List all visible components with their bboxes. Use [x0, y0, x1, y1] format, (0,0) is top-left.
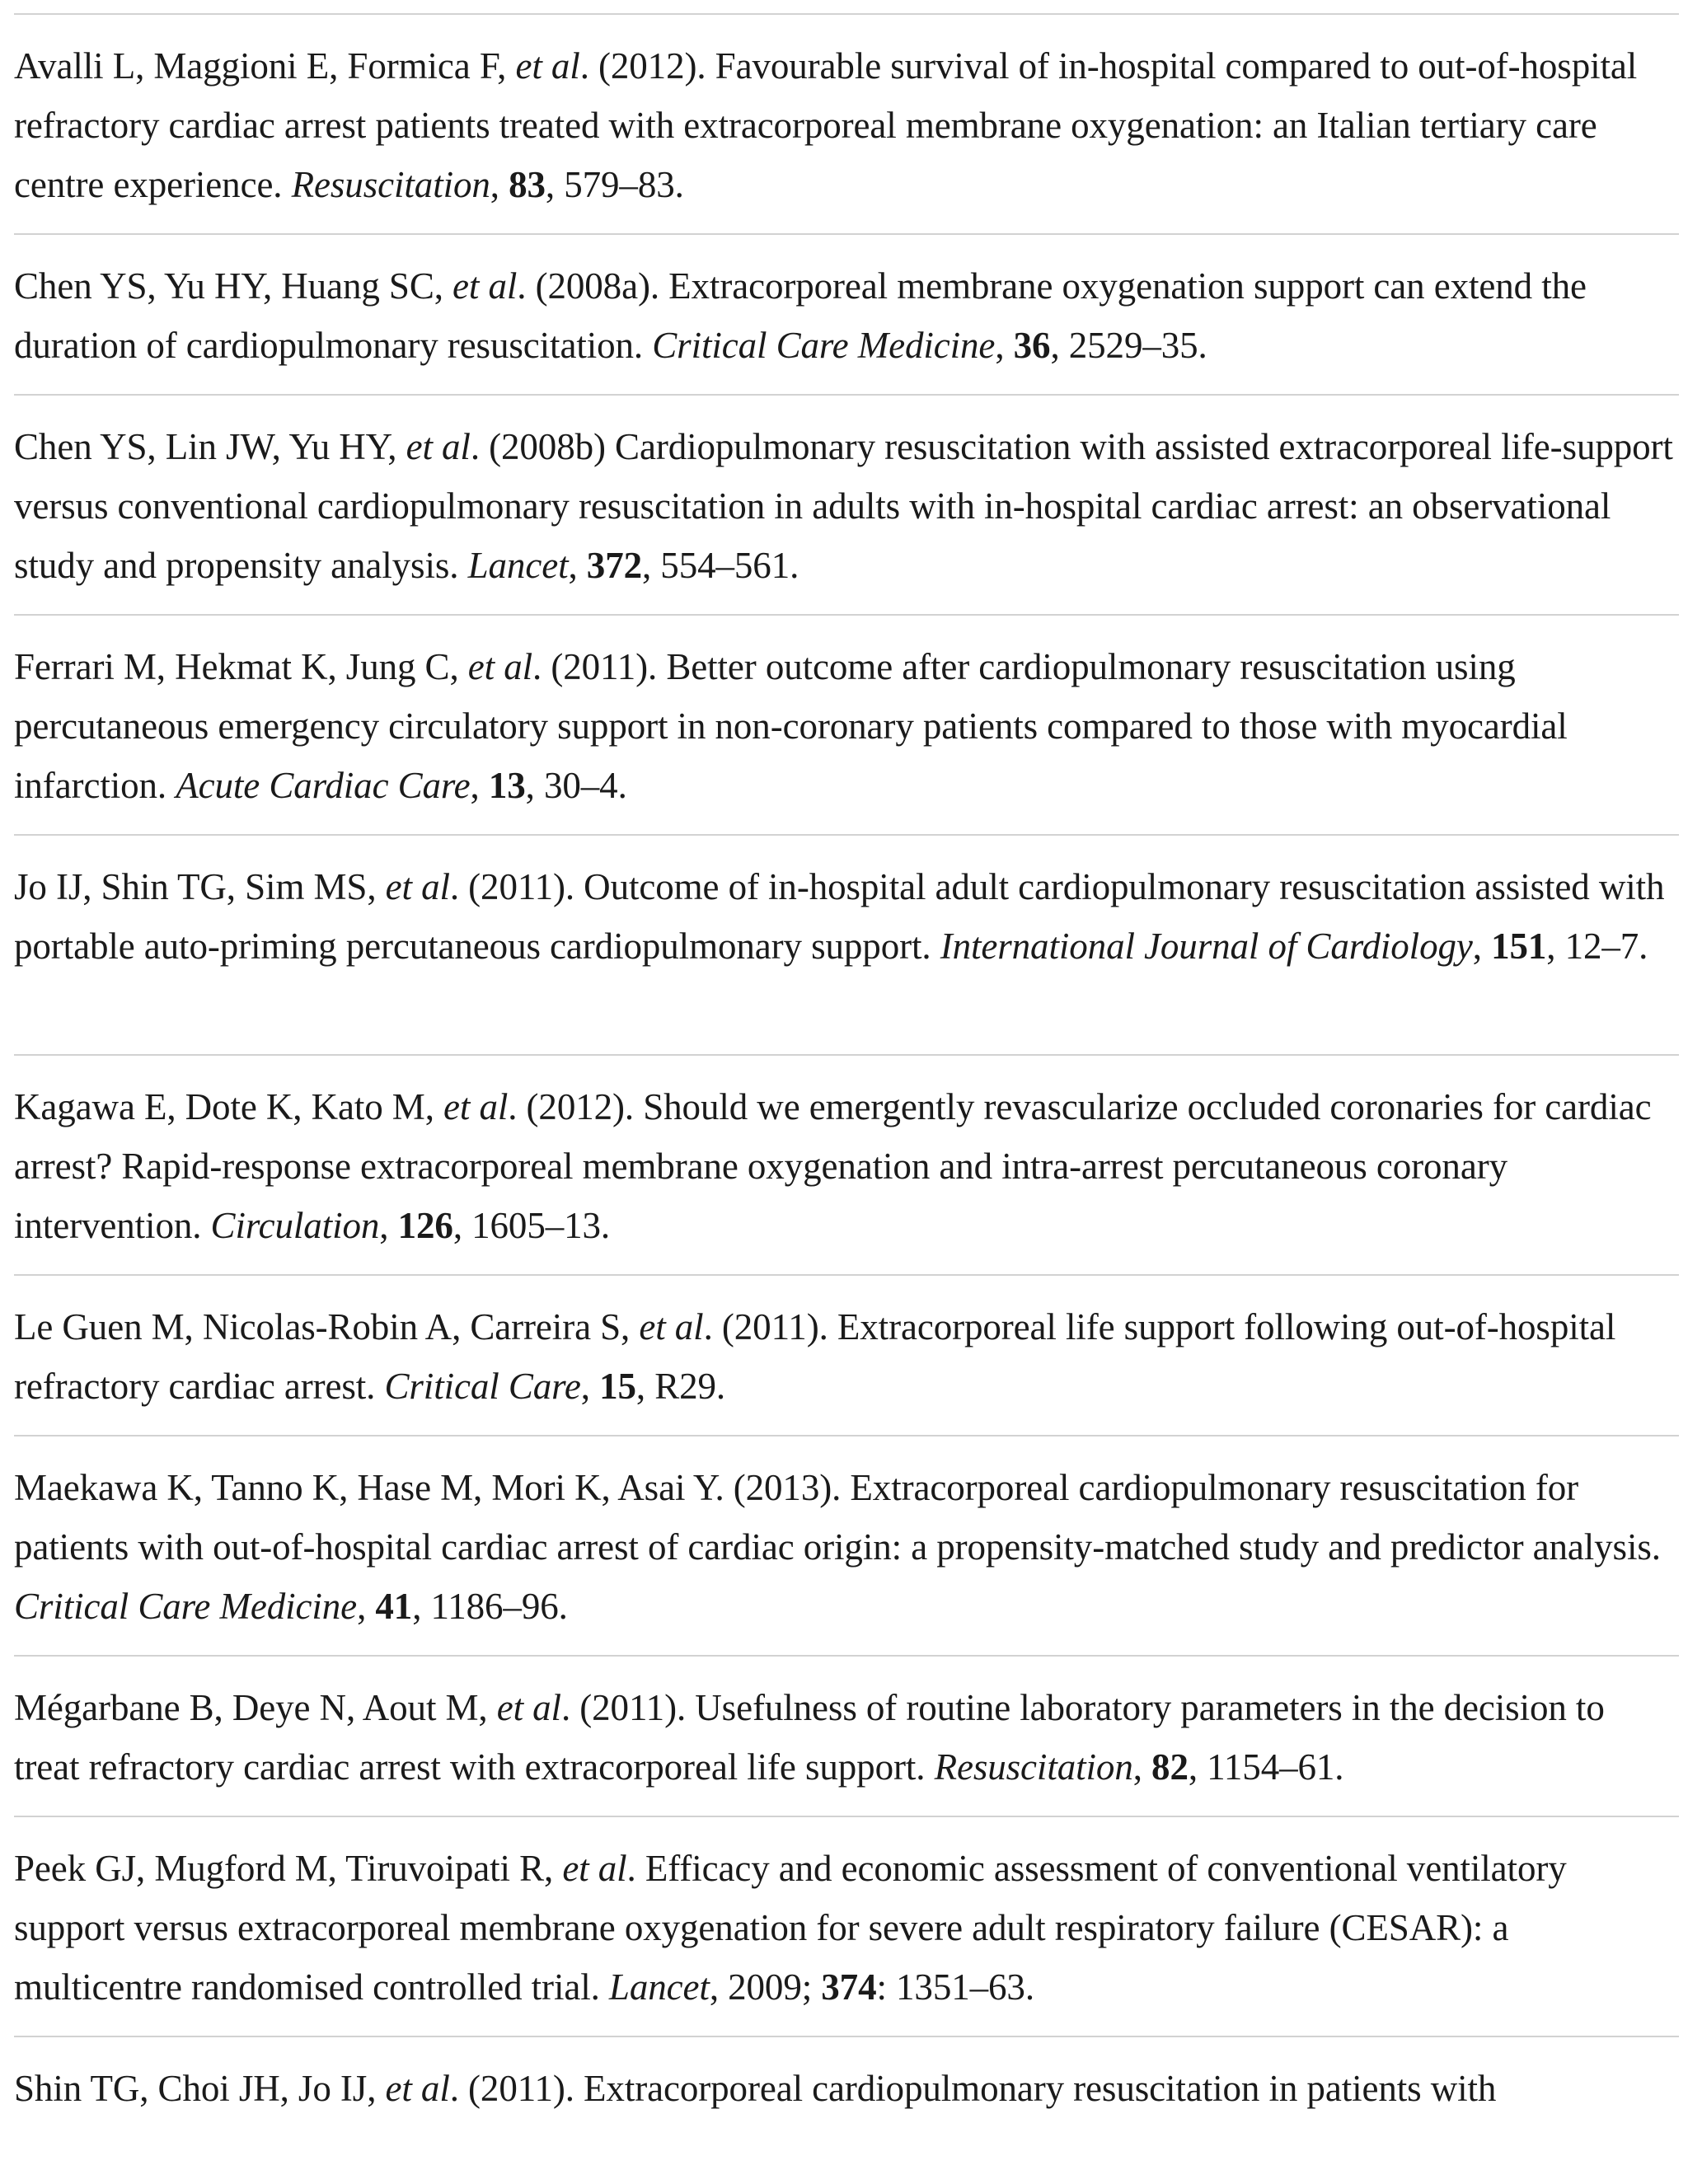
reference-authors: Maekawa K, Tanno K, Hase M, Mori K, Asai Y. (2013). Extracorporeal cardiopulmonary resuscitation for patients with out-of-hospital cardiac arrest of cardiac origin: a propensity-matched study and predictor analysis.: [14, 1467, 1661, 1568]
reference-journal: Lancet: [467, 545, 569, 586]
reference-volume: 82: [1151, 1746, 1189, 1788]
reference-pages: , 1605–13.: [452, 1205, 611, 1246]
reference-volume: 36: [1013, 325, 1051, 366]
reference-year-title: . (2008a). Extracorporeal membrane oxygenation support can extend the duration of cardiopulmonary resuscitation.: [14, 265, 1587, 366]
reference-volume: 372: [586, 545, 642, 586]
reference-et-al: et al: [406, 426, 471, 467]
reference-year-title: . (2011). Extracorporeal life support following out-of-hospital refractory cardiac arrest.: [14, 1306, 1616, 1407]
reference-volume: 15: [599, 1366, 636, 1407]
reference-et-al: et al: [496, 1687, 561, 1728]
reference-journal: Acute Cardiac Care: [176, 765, 471, 806]
reference-journal: Resuscitation: [934, 1746, 1133, 1788]
reference-separator: ,: [357, 1586, 376, 1627]
reference-et-al: et al: [452, 265, 518, 307]
reference-pages: : 1351–63.: [876, 1966, 1034, 2008]
reference-year-title: . (2011). Better outcome after cardiopulmonary resuscitation using percutaneous emergency circulatory support in non-coronary patients compared to those with myocardial infarction.: [14, 646, 1568, 806]
reference-entry: [14, 2037, 1679, 2136]
reference-year-title: . (2012). Favourable survival of in-hospital compared to out-of-hospital refractory cardiac arrest patients treated with extracorporeal membrane oxygenation: an Italian tertiary care centre experience.: [14, 45, 1638, 205]
reference-volume: 126: [397, 1205, 453, 1246]
reference-authors: Peek GJ, Mugford M, Tiruvoipati R,: [14, 1848, 563, 1889]
reference-pages: , 1154–61.: [1188, 1746, 1344, 1788]
reference-journal: Critical Care Medicine: [652, 325, 996, 366]
reference-et-al: et al: [639, 1306, 704, 1347]
reference-authors: Ferrari M, Hekmat K, Jung C,: [14, 646, 468, 687]
reference-separator: , 2009;: [709, 1966, 822, 2008]
reference-year-title: . (2012). Should we emergently revascularize occluded coronaries for cardiac arrest? Rapid-response extracorporeal membrane oxygenation and intra-arrest percutaneous coronary intervention.: [14, 1086, 1652, 1246]
reference-entry: [14, 235, 1679, 396]
reference-list: [14, 13, 1679, 2136]
reference-et-al: et al: [385, 2068, 450, 2109]
reference-separator: ,: [568, 545, 587, 586]
reference-year-title: . (2011). Usefulness of routine laboratory parameters in the decision to treat refractory cardiac arrest with extracorporeal life support.: [14, 1687, 1605, 1788]
reference-et-al: et al: [385, 866, 450, 907]
reference-journal: Lancet: [608, 1966, 710, 2008]
reference-volume: 83: [509, 164, 546, 205]
reference-et-al: et al: [443, 1086, 509, 1127]
reference-journal: Circulation: [210, 1205, 380, 1246]
reference-authors: Chen YS, Lin JW, Yu HY,: [14, 426, 406, 467]
reference-authors: Shin TG, Choi JH, Jo IJ,: [14, 2068, 386, 2109]
reference-authors: Chen YS, Yu HY, Huang SC,: [14, 265, 453, 307]
reference-et-al: et al: [467, 646, 533, 687]
reference-journal: Critical Care: [384, 1366, 581, 1407]
reference-pages: , 579–83.: [545, 164, 684, 205]
reference-separator: ,: [995, 325, 1014, 366]
reference-separator: ,: [379, 1205, 398, 1246]
reference-pages: , 1186–96.: [412, 1586, 568, 1627]
reference-separator: ,: [1132, 1746, 1152, 1788]
reference-year-title: . (2008b) Cardiopulmonary resuscitation with assisted extracorporeal life-support versus conventional cardiopulmonary resuscitation in adults with in-hospital cardiac arrest: an observational study and propensity analysis.: [14, 426, 1673, 586]
reference-separator: ,: [470, 765, 489, 806]
reference-entry: [14, 616, 1679, 836]
reference-entry: [14, 1056, 1679, 1276]
reference-journal: International Journal of Cardiology: [940, 926, 1473, 967]
reference-separator: ,: [1472, 926, 1492, 967]
reference-entry: [14, 1436, 1679, 1657]
reference-separator: ,: [490, 164, 509, 205]
reference-separator: ,: [580, 1366, 600, 1407]
reference-authors: Jo IJ, Shin TG, Sim MS,: [14, 866, 386, 907]
reference-authors: Kagawa E, Dote K, Kato M,: [14, 1086, 444, 1127]
reference-entry: [14, 836, 1679, 1056]
reference-pages: , 554–561.: [642, 545, 799, 586]
reference-journal: Critical Care Medicine: [14, 1586, 358, 1627]
reference-year-title: . Efficacy and economic assessment of conventional ventilatory support versus extracorporeal membrane oxygenation for severe adult respiratory failure (CESAR): a multicentre randomised controlled trial.: [14, 1848, 1567, 2008]
reference-volume: 374: [821, 1966, 877, 2008]
reference-pages: , R29.: [635, 1366, 726, 1407]
reference-pages: , 2529–35.: [1050, 325, 1207, 366]
reference-pages: , 30–4.: [525, 765, 627, 806]
reference-authors: Mégarbane B, Deye N, Aout M,: [14, 1687, 497, 1728]
reference-entry: [14, 1276, 1679, 1436]
reference-et-al: et al: [562, 1848, 627, 1889]
reference-entry: [14, 15, 1679, 235]
reference-et-al: et al: [515, 45, 580, 87]
reference-volume: 151: [1491, 926, 1547, 967]
reference-journal: Resuscitation: [291, 164, 490, 205]
reference-entry: [14, 1817, 1679, 2037]
reference-entry: [14, 396, 1679, 616]
reference-pages: , 12–7.: [1546, 926, 1648, 967]
reference-year-title: . (2011). Extracorporeal cardiopulmonary resuscitation in patients with: [449, 2068, 1497, 2109]
reference-volume: 41: [375, 1586, 413, 1627]
reference-volume: 13: [488, 765, 526, 806]
reference-year-title: . (2011). Outcome of in-hospital adult cardiopulmonary resuscitation assisted with portable auto-priming percutaneous cardiopulmonary support.: [14, 866, 1665, 967]
reference-entry: [14, 1657, 1679, 1817]
reference-authors: Le Guen M, Nicolas-Robin A, Carreira S,: [14, 1306, 640, 1347]
reference-authors: Avalli L, Maggioni E, Formica F,: [14, 45, 516, 87]
